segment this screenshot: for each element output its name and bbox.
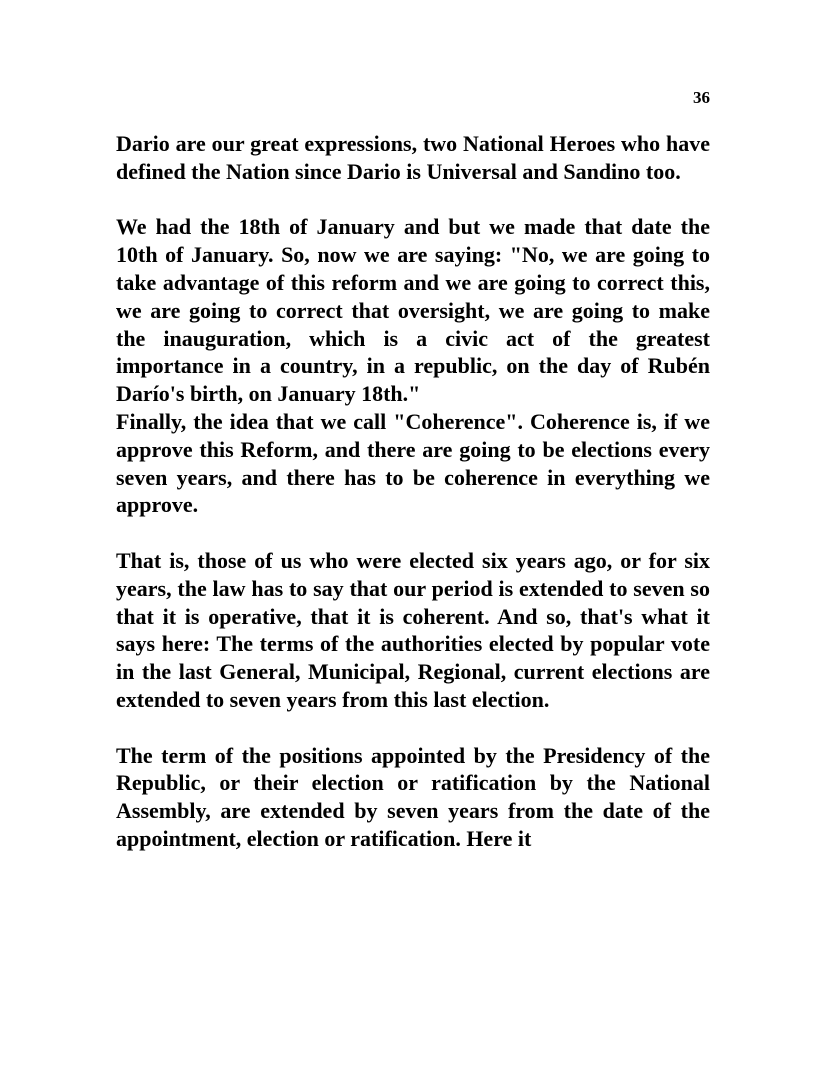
paragraph-2: We had the 18th of January and but we made that date the 10th of January. So, now we are saying: "No, we are going to take advantage of this reform and we are going to correct this, we are going to correct that oversight, we are going to make the inauguration, which is a civic act of the greatest importance in a country, in a republic, on the day of Rubén Darío's birth, on January 18th." (116, 214, 710, 407)
page-number: 36 (693, 88, 710, 107)
paragraph-5: The term of the positions appointed by the Presidency of the Republic, or their election or ratification by the National Assembly, are extended by seven years from the date of the appointment, election or ratification. Here it (116, 742, 710, 851)
body-text (116, 130, 710, 853)
paragraph-4: That is, those of us who were elected six years ago, or for six years, the law has to say that our period is extended to seven so that it is operative, that it is coherent. And so, that's what it says here: The terms of the authorities elected by popular vote in the last General, Municipal, Regional, current elections are extended to seven years from this last election. (116, 547, 710, 712)
paragraph-1: Dario are our great expressions, two National Heroes who have defined the Nation since Dario is Universal and Sandino too. (116, 131, 710, 184)
paragraph-3: Finally, the idea that we call "Coherence". Coherence is, if we approve this Reform, and there are going to be elections every seven years, and there has to be coherence in everything we approve. (116, 408, 710, 518)
